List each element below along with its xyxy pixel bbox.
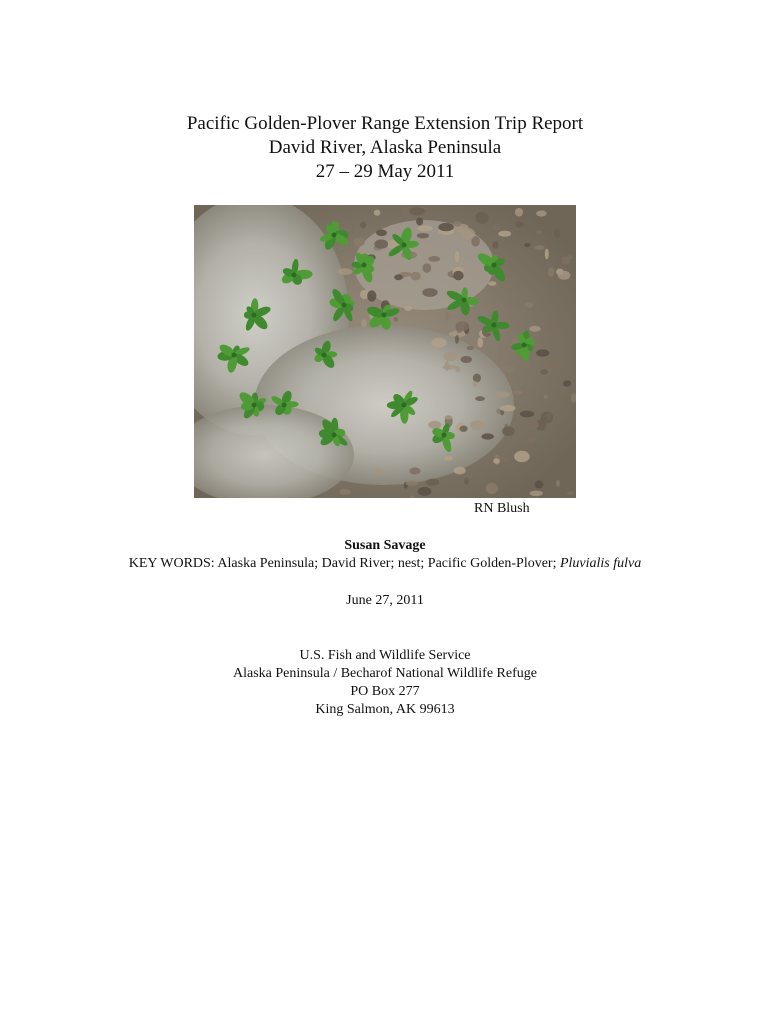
address-line-3: PO Box 277 [350,684,420,699]
report-title [0,112,770,184]
keywords-species: Pluvialis fulva [559,556,642,571]
photo-credit: RN Blush [474,501,530,516]
title-line-1: Pacific Golden-Plover Range Extension Trip Report [186,113,584,134]
author-name: Susan Savage [344,538,426,553]
keywords-text: KEY WORDS: Alaska Peninsula; David River; nest; Pacific Golden-Plover; [128,556,560,571]
address-line-4: King Salmon, AK 99613 [315,702,455,717]
cover-photo-image [194,205,576,498]
title-line-2: David River, Alaska Peninsula [268,137,502,158]
address-line-2: Alaska Peninsula / Becharof National Wildlife Refuge [233,666,537,681]
title-line-3: 27 – 29 May 2011 [315,161,455,182]
report-date: June 27, 2011 [346,593,424,608]
agency-address [0,647,770,719]
cover-photo [194,205,576,498]
keywords-line [0,555,770,573]
address-line-1: U.S. Fish and Wildlife Service [299,648,471,663]
